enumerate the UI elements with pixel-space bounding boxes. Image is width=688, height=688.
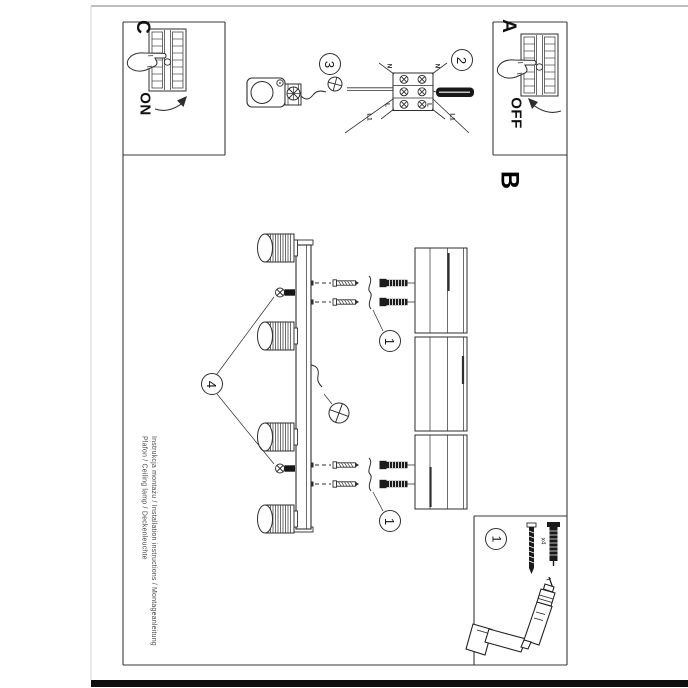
phillips-screw-icon bbox=[326, 400, 352, 426]
document-titles bbox=[139, 436, 158, 670]
break-brace bbox=[369, 276, 371, 309]
fixing-bolt-icon bbox=[276, 464, 296, 473]
mounting-plate bbox=[296, 245, 311, 529]
lamp-cable bbox=[311, 365, 322, 387]
step-a-label: A bbox=[498, 19, 519, 33]
title-product: Plafon / Ceiling lamp / Deckenleuchte bbox=[140, 436, 148, 560]
switch-off-arrow-icon bbox=[528, 98, 561, 112]
terminal-label-l1-right: L1 bbox=[448, 113, 456, 121]
step-b-label: B bbox=[495, 170, 524, 190]
screw-quantity-label: x4 bbox=[539, 537, 547, 545]
ceiling-section bbox=[415, 337, 467, 431]
break-brace bbox=[369, 458, 371, 491]
title-instructions: Instrukcja montażu / Installation instructions / Montageanleitung bbox=[150, 436, 157, 646]
terminal-label-l-left: L bbox=[383, 103, 391, 107]
step-3-badge: 3 bbox=[319, 53, 341, 75]
step-1-badge: 1 bbox=[379, 330, 401, 352]
terminal-label-l-right: L bbox=[425, 103, 433, 107]
spotlight-icon bbox=[258, 505, 298, 533]
terminal-label-n-right: N bbox=[433, 63, 441, 69]
page-bottom-shadow-bar bbox=[91, 680, 688, 687]
clamp-screw-head-icon bbox=[287, 87, 300, 100]
screw-plug-rows bbox=[217, 276, 438, 511]
terminal-label-l1-left: L1 bbox=[365, 113, 373, 121]
leader-line bbox=[324, 394, 332, 404]
mains-cable-icon bbox=[433, 88, 474, 98]
step-1-badge: 1 bbox=[379, 510, 401, 532]
terminal-block-illustration bbox=[345, 63, 474, 133]
frame-borders bbox=[123, 22, 567, 665]
spotlight-icon bbox=[258, 423, 298, 451]
step-2-badge: 2 bbox=[451, 49, 473, 71]
switch-on-arrow-icon bbox=[155, 96, 187, 110]
kit-screw-icon bbox=[527, 523, 536, 574]
switch-on-label: ON bbox=[136, 92, 154, 116]
spotlight-icon bbox=[258, 234, 298, 262]
phillips-screw-icon bbox=[326, 75, 343, 92]
cable-clamp-illustration bbox=[247, 75, 344, 107]
switch-off-label: OFF bbox=[507, 97, 525, 129]
ceiling-sections bbox=[415, 248, 467, 509]
pigtail-wire bbox=[301, 91, 326, 99]
terminal-label-n-left: N bbox=[385, 63, 393, 69]
leader-line bbox=[373, 310, 383, 331]
step-c-label: C bbox=[132, 20, 153, 34]
ceiling-section bbox=[415, 248, 467, 333]
spotlight-icon bbox=[258, 322, 298, 350]
ceiling-section bbox=[415, 435, 467, 509]
kit-badge: 1 bbox=[485, 528, 507, 550]
kit-wall-plug-icon bbox=[547, 522, 560, 566]
lamp-illustration bbox=[258, 234, 352, 533]
step-4-badge: 4 bbox=[201, 373, 223, 395]
leader-line bbox=[373, 492, 383, 511]
fixing-bolt-icon bbox=[276, 288, 296, 297]
drill-icon bbox=[466, 577, 555, 655]
